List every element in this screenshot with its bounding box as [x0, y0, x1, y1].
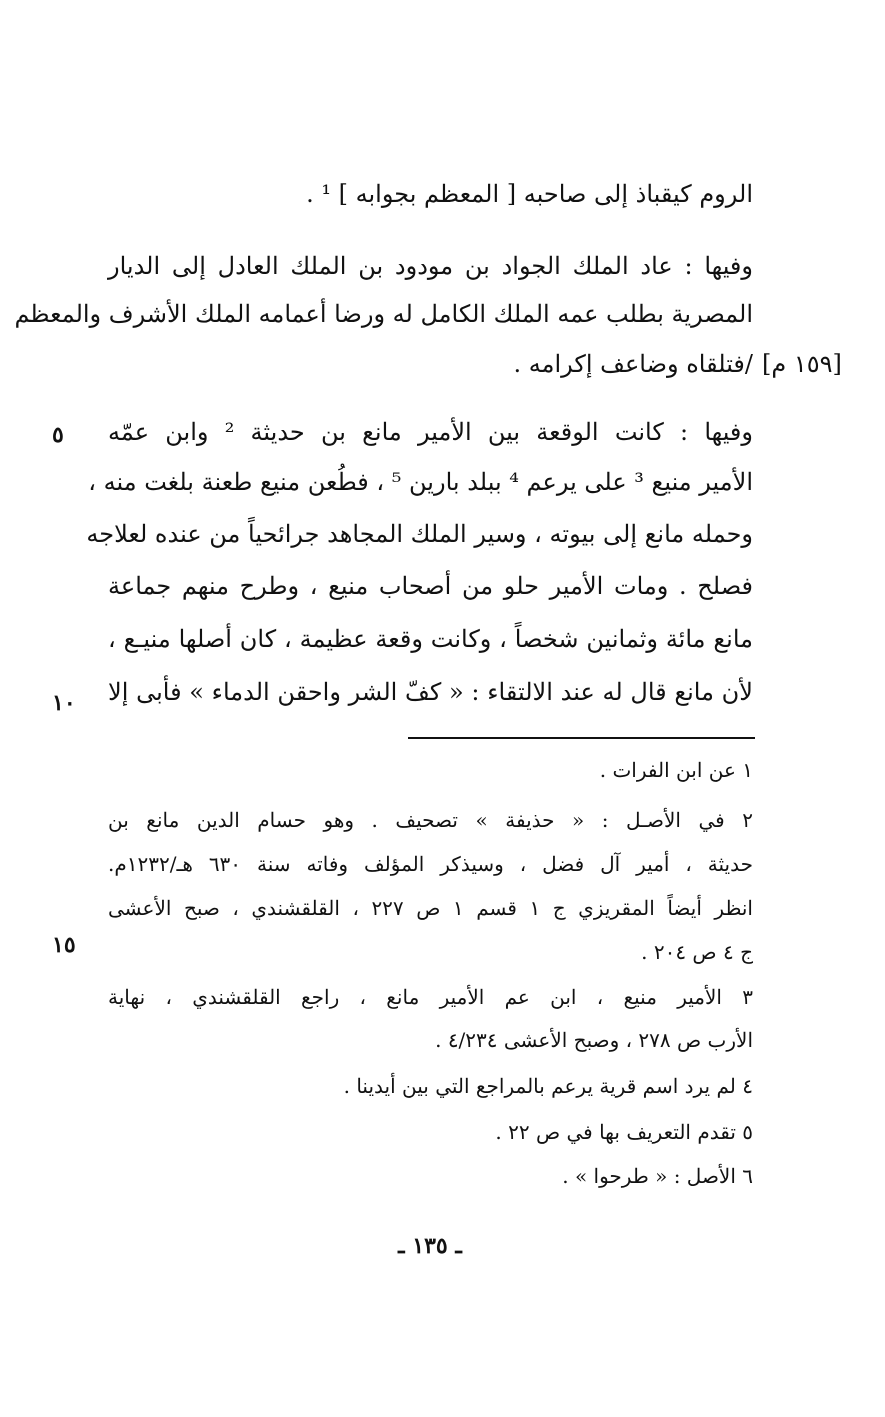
footnote-1: ١ عن ابن الفرات . [599, 758, 753, 782]
footnote-2-line-3: انظر أيضاً المقريزي ج ١ قسم ١ ص ٢٢٧ ، القلقشندي ، صبح الأعشى [108, 896, 753, 920]
footnote-separator [408, 737, 755, 739]
footnote-2-line-2: حديثة ، أمير آل فضل ، وسيذكر المؤلف وفاته سنة ٦٣٠ هـ/١٢٣٢م. [108, 852, 753, 876]
body-line-10: لأن مانع قال له عند الالتقاء : « كفّ الشر واحقن الدماء » فأبى إلا [108, 678, 753, 706]
body-line-2: وفيها : عاد الملك الجواد بن مودود بن الملك العادل إلى الديار [108, 252, 753, 280]
body-line-4: /فتلقاه وضاعف إكرامه . [513, 350, 753, 378]
body-line-3: المصرية بطلب عمه الملك الكامل له ورضا أعمامه الملك الأشرف والمعظم [14, 300, 753, 328]
body-line-1: الروم كيقباذ إلى صاحبه [ المعظم بجوابه ] ¹ . [306, 180, 753, 208]
footnote-5: ٥ تقدم التعريف بها في ص ٢٢ . [495, 1120, 753, 1144]
line-number-15: ١٥ [52, 932, 76, 958]
footnote-2-line-4: ج ٤ ص ٢٠٤ . [641, 940, 753, 964]
body-line-6: الأمير منيع ³ على يرعم ⁴ ببلد بارين ⁵ ، فطُعن منيع طعنة بلغت منه ، [88, 468, 753, 496]
footnote-6: ٦ الأصل : « طرحوا » . [562, 1164, 753, 1188]
footnote-4: ٤ لم يرد اسم قرية يرعم بالمراجع التي بين أيدينا . [343, 1074, 753, 1098]
margin-folio-marker: [١٥٩ م] [762, 350, 842, 378]
line-number-10: ١٠ [52, 690, 76, 716]
body-line-9: مانع مائة وثمانين شخصاً ، وكانت وقعة عظيمة ، كان أصلها منيـع ، [108, 625, 753, 653]
body-line-5: وفيها : كانت الوقعة بين الأمير مانع بن حديثة ² وابن عمّه [108, 418, 753, 446]
footnote-2-line-1: ٢ في الأصـل : « حذيفة » تصحيف . وهو حسام الدين مانع بن [108, 808, 753, 832]
body-line-7: وحمله مانع إلى بيوته ، وسير الملك المجاهد جرائحياً من عنده لعلاجه [86, 520, 753, 548]
line-number-5: ٥ [52, 422, 64, 448]
page-number: ـ ١٣٥ ـ [398, 1233, 462, 1259]
body-line-8: فصلح . ومات الأمير حلو من أصحاب منيع ، وطرح منهم جماعة [108, 572, 753, 600]
footnote-3-line-1: ٣ الأمير منيع ، ابن عم الأمير مانع ، راجع القلقشندي ، نهاية [108, 985, 753, 1009]
footnote-3-line-2: الأرب ص ٢٧٨ ، وصبح الأعشى ٤/٢٣٤ . [435, 1028, 753, 1052]
